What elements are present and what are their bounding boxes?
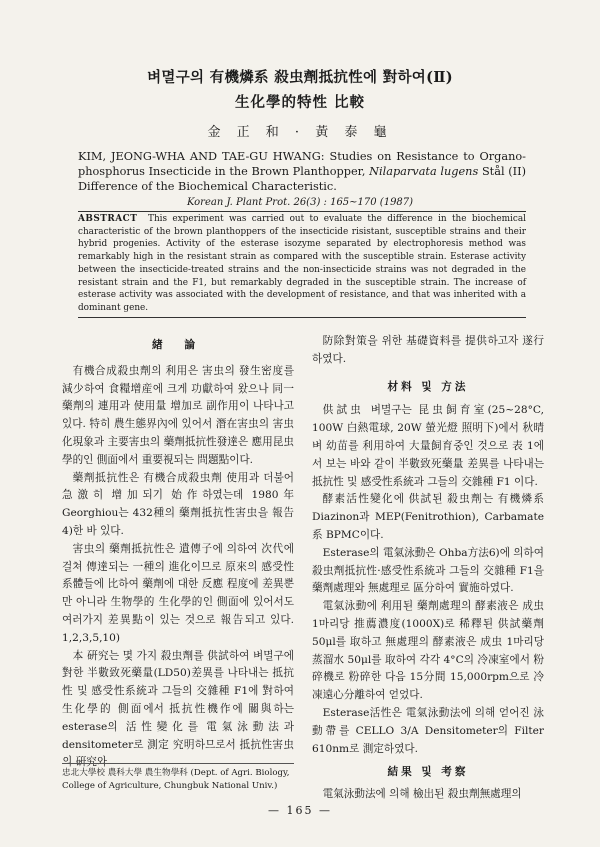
paragraph: 害虫의 藥劑抵抗性은 遺傳子에 의하여 次代에 걸쳐 傳達되는 一種의 進化이므로 原來의 感受性系體들에 比하여 藥劑에 대한 反應 程度에 差異뿐만 아니라 生物學的 生化學的인 側面에 있어서도 여러가지 差異點이 있는 것으로 報告되고 있다. 1,2,3,5,10) xyxy=(62,542,294,644)
right-column xyxy=(312,333,544,804)
authors: 金 正 和 · 黃 泰 龜 xyxy=(207,125,393,140)
section-heading-methods: 材料 및 方法 xyxy=(387,380,469,393)
paragraph: 電氣泳動에 利用된 藥劑處理의 酵素液은 成虫 1마리당 推薦濃度(1000X)로 稀釋된 供試藥劑 50μl를 取하고 無處理의 酵素液은 成虫 1마리당 蒸溜水 50μl를 取하여 각각 4°C의 冷凍室에서 粉碎機로 粉碎한 다음 15分間 15,000rpm으로 冷凍遠心分離하여 얻었다. xyxy=(312,600,544,702)
abstract-label: ABSTRACT xyxy=(78,214,138,224)
left-column xyxy=(62,337,294,772)
journal-citation: Korean J. Plant Prot. 26(3) : 165~170 (1987) xyxy=(186,197,414,208)
paragraph: Esterase活性은 電氣泳動法에 의해 얻어진 泳動帶를 CELLO 3/A Densitometer의 Filter 610nm로 測定하였다. xyxy=(312,706,544,755)
section-heading-intro: 緖 論 xyxy=(152,339,204,351)
section-heading-results: 結果 및 考察 xyxy=(387,766,469,779)
abstract-text: This experiment was carried out to evaluate the difference in the biochemical characteristic of the brown planthoppers of the insecticide risistant, susceptible strains and their hybrid progenies. Activity of the esterase isozyme separated by electrophoresis method was remarkably high in the resistant strain as compared with the susceptible strain. Esterase activity between the insecticide-treated strains and the non-insecticide strains was not degraded in the resistant strain and the F1, but remarkably degraded in the susceptible strain. The increase of esterase activity was associated with the development of resistance, and that was inherited with a dominant gene. xyxy=(78,214,526,313)
paragraph: Esterase의 電氣泳動은 Ohba方法6)에 의하여 殺虫劑抵抗性·感受性系統과 그들의 交雜種 F1을 藥劑處理와 無處理로 區分하여 實施하였다. xyxy=(312,546,544,595)
paragraph: 防除對策을 위한 基礎資料를 提供하고자 遂行하였다. xyxy=(312,335,544,365)
rule-bottom xyxy=(78,317,526,318)
english-title: KIM, JEONG-WHA AND TAE-GU HWANG: Studies on Resistance to Organo-phosphorus Insecticide in the Brown Planthopper, Nilaparvata lugens Stål (II) Difference of the Biochemical Characteristic. xyxy=(78,150,526,193)
rule-top xyxy=(78,211,526,212)
paragraph: 有機合成殺虫劑의 利用은 害虫의 發生密度를 減少하여 食糧增産에 크게 功獻하여 왔으나 同一藥劑의 連用과 使用量 增加로 副作用이 나타나고 있다. 特히 農生態界內에 있어서 潛在害虫의 害虫化現象과 主要害虫의 藥劑抵抗性發達은 應用昆虫學的인 側面에서 重要視되는 問題點이다. xyxy=(62,364,294,466)
paragraph: 酵素活性變化에 供試된 殺虫劑는 有機燐系 Diazinon과 MEP(Fenitrothion), Carbamate系 BPMC이다. xyxy=(312,493,544,541)
paragraph: 電氣泳動法에 의해 檢出된 殺虫劑無處理의 xyxy=(322,788,522,801)
paragraph: 供試虫 벼멸구는 昆虫飼育室(25~28°C, 100W 白熱電球, 20W 螢光燈 照明下)에서 秋晴벼 幼苗를 利用하여 大量飼育중인 것으로 表 1에서 보는 바와 같이 半數致死藥量 差異를 나타내는 抵抗性 및 感受性系統과 그들의 交雜種 F1 이다. xyxy=(312,404,544,488)
korean-title-line1: 벼멸구의 有機燐系 殺虫劑抵抗性에 對하여(Ⅱ) xyxy=(147,69,453,86)
page-number: — 165 — xyxy=(268,804,332,817)
abstract xyxy=(78,213,526,315)
korean-title-line2: 生化學的特性 比較 xyxy=(234,94,366,111)
paragraph: 藥劑抵抗性은 有機合成殺虫劑 使用과 더불어 急激히 增加되기 始作하였는데 1980年 Georghiou는 432種의 藥劑抵抗性害虫을 報告4)한 바 있다. xyxy=(62,471,294,537)
paragraph: 本 硏究는 몇 가지 殺虫劑를 供試하여 벼멸구에 對한 半數致死藥量(LD50)差異를 나타내는 抵抗性 및 感受性系統과 그들의 交雜種 F1에 對하여 生化學的 側面에서 抵抗性機作에 關與하는 esterase의 活性變化를 電氣泳動法과 densitometer로 測定 究明하므로서 抵抗性害虫의 硏究와 xyxy=(62,649,294,769)
footnote: 忠北大學校 農科大學 農生物學科 (Dept. of Agri. Biology, College of Agriculture, Chungbuk National Univ.) xyxy=(62,768,290,791)
footnote-rule xyxy=(62,763,294,764)
